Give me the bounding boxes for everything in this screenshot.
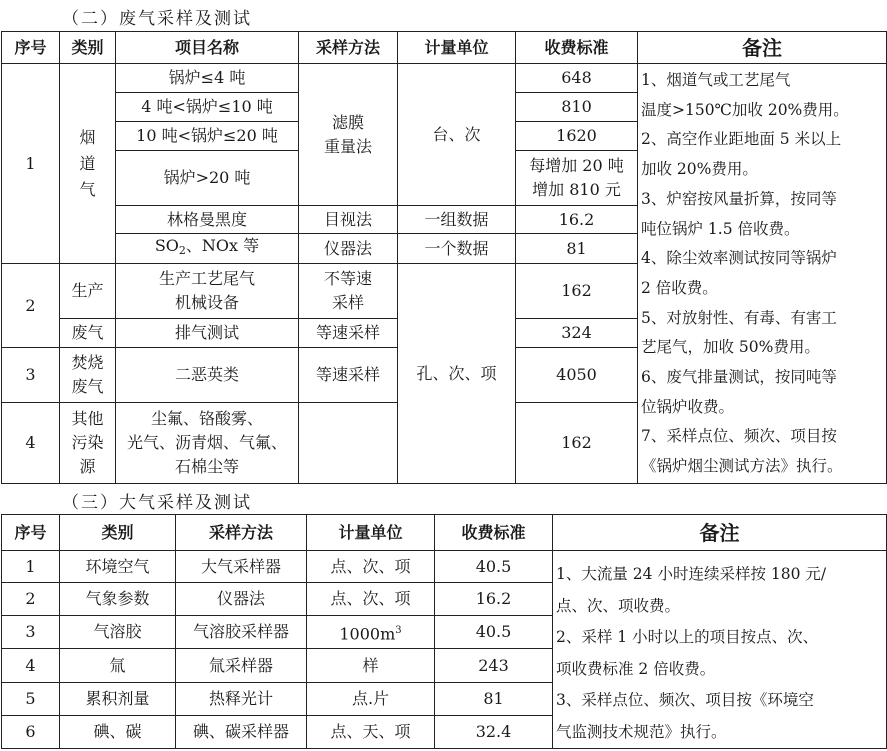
- item-cell: [116, 264, 299, 319]
- category-line: 其他: [71, 409, 104, 428]
- unit-cell: 孔、次、项: [398, 264, 516, 484]
- category-cell: 碘、碳: [60, 715, 176, 748]
- header-no: 序号: [2, 515, 60, 551]
- fee-cell: 16.2: [516, 206, 638, 234]
- note-line: 4、除尘效率测试按同等锅炉: [641, 249, 837, 268]
- category-cell: 累积剂量: [60, 682, 176, 715]
- header-note: 备注: [553, 515, 887, 551]
- item-line: 尘氟、铬酸雾、: [150, 409, 263, 428]
- fee-cell: [516, 151, 638, 206]
- note-line: 项收费标准 2 倍收费。: [556, 659, 716, 678]
- note-line: 2 倍收费。: [641, 278, 718, 297]
- fee-cell: 81: [435, 682, 553, 715]
- item-cell: 锅炉>20 吨: [116, 151, 299, 206]
- unit-text: 1000m: [339, 624, 396, 644]
- row-number: 1: [2, 64, 60, 264]
- row-number: 5: [2, 682, 60, 715]
- method-cell: 目视法: [299, 206, 398, 234]
- method-cell: 气溶胶采样器: [176, 616, 307, 649]
- notes-cell: [638, 64, 887, 484]
- table-row: [2, 551, 887, 583]
- item-line: 生产工艺尾气: [158, 269, 255, 288]
- note-line: 温度>150℃加收 20%费用。: [641, 100, 849, 119]
- fee-line: 增加 810 元: [532, 180, 621, 199]
- category-line: 焚烧: [71, 353, 104, 372]
- unit-cell: 一个数据: [398, 234, 516, 264]
- unit-cell: [307, 616, 435, 649]
- method-line: 重量法: [323, 136, 372, 156]
- unit-cell: 点、次、项: [307, 583, 435, 616]
- unit-cell: 台、次: [398, 64, 516, 206]
- fee-cell: 32.4: [435, 715, 553, 748]
- item-cell: 排气测试: [116, 319, 299, 348]
- note-line: 位锅炉收费。: [641, 397, 735, 416]
- fee-cell: 16.2: [435, 583, 553, 616]
- method-cell: 等速采样: [299, 319, 398, 348]
- note-line: 3、炉窑按风量折算，按同等: [641, 189, 837, 208]
- exhaust-fee-table: [1, 31, 887, 484]
- method-cell: 大气采样器: [176, 551, 307, 583]
- unit-cell: 样: [307, 649, 435, 682]
- row-number: 4: [2, 403, 60, 484]
- item-line: 石棉尘等: [174, 457, 239, 476]
- unit-cell: 点、次、项: [307, 551, 435, 583]
- header-no: 序号: [2, 32, 60, 64]
- fee-cell: 162: [516, 264, 638, 319]
- header-note: 备注: [638, 32, 887, 64]
- category-cell: [60, 403, 116, 484]
- fee-cell: 648: [516, 64, 638, 93]
- fee-cell: 810: [516, 93, 638, 122]
- method-cell: [299, 264, 398, 319]
- row-number: 6: [2, 715, 60, 748]
- row-number: 2: [2, 583, 60, 616]
- item-cell: [116, 403, 299, 484]
- method-line: 滤膜: [331, 112, 364, 132]
- fee-cell: 40.5: [435, 551, 553, 583]
- note-line: 1、烟道气或工艺尾气: [641, 71, 791, 89]
- fee-line: 每增加 20 吨: [529, 156, 624, 175]
- header-fee: 收费标准: [516, 32, 638, 64]
- header-item: 项目名称: [116, 32, 299, 64]
- category-cell: 气象参数: [60, 583, 176, 616]
- header-method: 采样方法: [176, 515, 307, 551]
- header-method: 采样方法: [299, 32, 398, 64]
- row-number: 3: [2, 616, 60, 649]
- item-cell: 锅炉≤4 吨: [116, 64, 299, 93]
- note-line: 吨位锅炉 1.5 倍收费。: [641, 219, 800, 238]
- row-number: 2: [2, 264, 60, 348]
- method-line: 不等速: [323, 269, 372, 288]
- row-number: 3: [2, 348, 60, 403]
- note-line: 3、采样点位、频次、项目按《环境空: [556, 691, 814, 709]
- unit-cell: 一组数据: [398, 206, 516, 234]
- category-cell: 氚: [60, 649, 176, 682]
- note-line: 6、废气排量测试，按同吨等: [641, 368, 837, 387]
- category-flue-gas: 烟道气: [79, 127, 96, 199]
- item-text: 、NOx 等: [185, 236, 260, 255]
- method-line: 采样: [331, 293, 364, 312]
- unit-cell: 点.片: [307, 682, 435, 715]
- note-line: 加收 20%费用。: [641, 160, 758, 179]
- category-cell: [60, 64, 116, 264]
- note-line: 艺尾气，加收 50%费用。: [641, 338, 820, 357]
- category-cell: 气溶胶: [60, 616, 176, 649]
- method-cell: [299, 64, 398, 206]
- section-heading-atmosphere: （三）大气采样及测试: [62, 493, 252, 513]
- item-cell: 10 吨<锅炉≤20 吨: [116, 122, 299, 151]
- method-cell: 仪器法: [299, 234, 398, 264]
- category-line: 源: [79, 457, 96, 476]
- fee-cell: 40.5: [435, 616, 553, 649]
- header-category: 类别: [60, 32, 116, 64]
- header-unit: 计量单位: [398, 32, 516, 64]
- item-cell: 二恶英类: [116, 348, 299, 403]
- row-number: 1: [2, 551, 60, 583]
- note-line: 1、大流量 24 小时连续采样按 180 元/: [556, 565, 827, 583]
- method-cell: 碘、碳采样器: [176, 715, 307, 748]
- category-line: 废气: [71, 377, 104, 396]
- section-heading-exhaust: （二）废气采样及测试: [62, 9, 252, 29]
- method-cell: 等速采样: [299, 348, 398, 403]
- item-subscript: 2: [178, 244, 186, 257]
- fee-cell: 324: [516, 319, 638, 348]
- item-cell: 林格曼黑度: [116, 206, 299, 234]
- item-line: 机械设备: [174, 293, 239, 312]
- row-number: 4: [2, 649, 60, 682]
- category-cell: 废气: [60, 319, 116, 348]
- item-cell: [116, 234, 299, 264]
- table-row: [2, 64, 887, 93]
- method-cell: 氚采样器: [176, 649, 307, 682]
- notes-cell: [553, 551, 887, 749]
- category-cell: 生产: [60, 264, 116, 319]
- note-line: 2、采样 1 小时以上的项目按点、次、: [556, 628, 819, 646]
- header-category: 类别: [60, 515, 176, 551]
- note-line: 点、次、项收费。: [556, 596, 681, 615]
- atmosphere-fee-table: [1, 514, 887, 749]
- unit-cell: 点、天、项: [307, 715, 435, 748]
- note-line: 5、对放射性、有毒、有害工: [641, 308, 837, 327]
- note-line: 2、高空作业距地面 5 米以上: [641, 130, 842, 149]
- header-row: [2, 32, 887, 64]
- category-cell: [60, 348, 116, 403]
- item-line: 光气、沥青烟、气氟、: [126, 433, 287, 452]
- fee-cell: 4050: [516, 348, 638, 403]
- unit-superscript: 3: [395, 624, 402, 636]
- note-line: 7、采样点位、频次、项目按: [641, 427, 837, 446]
- note-line: 《锅炉烟尘测试方法》执行。: [641, 457, 843, 476]
- fee-cell: 162: [516, 403, 638, 484]
- fee-cell: 243: [435, 649, 553, 682]
- header-fee: 收费标准: [435, 515, 553, 551]
- header-row: [2, 515, 887, 551]
- header-unit: 计量单位: [307, 515, 435, 551]
- method-cell: [299, 403, 398, 484]
- item-cell: 4 吨<锅炉≤10 吨: [116, 93, 299, 122]
- category-line: 污染: [71, 433, 104, 452]
- item-text: SO: [154, 236, 179, 255]
- note-line: 气监测技术规范》执行。: [556, 722, 727, 741]
- method-cell: 仪器法: [176, 583, 307, 616]
- category-cell: 环境空气: [60, 551, 176, 583]
- fee-cell: 1620: [516, 122, 638, 151]
- method-cell: 热释光计: [176, 682, 307, 715]
- fee-cell: 81: [516, 234, 638, 264]
